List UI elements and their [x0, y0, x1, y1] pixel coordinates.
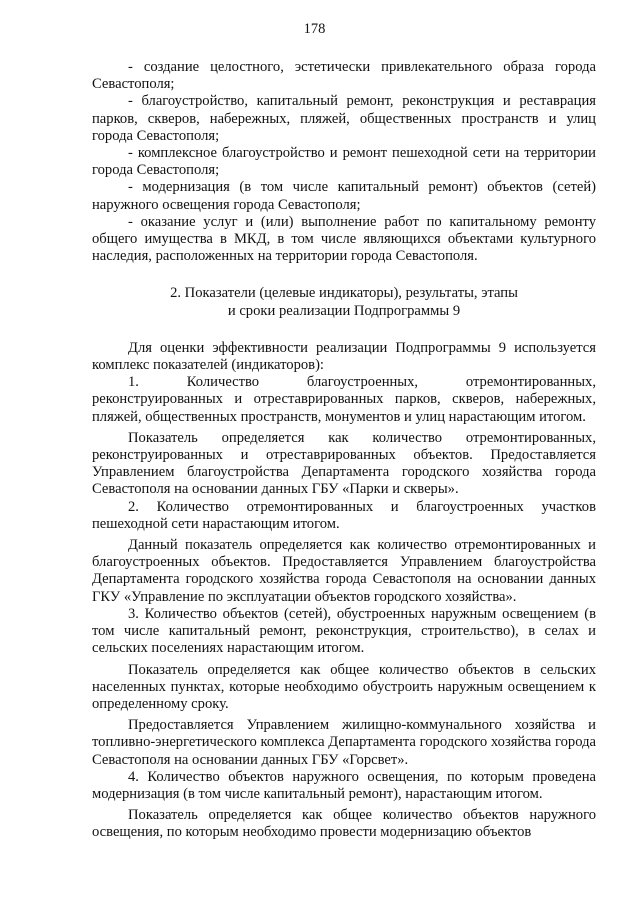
- paragraph: Данный показатель определяется как количество отремонтированных и благоустроенных объектов. Предоставляется Управлением благоустройства Департамента городского хозяйства города Севастополя на основании данных ГКУ «Управление по эксплуатации объектов городского хозяйства».: [92, 537, 596, 605]
- paragraph: Показатель определяется как общее количество объектов наружного освещения, по которым необходимо провести модернизацию объектов: [92, 807, 596, 841]
- paragraph: Предоставляется Управлением жилищно-коммунального хозяйства и топливно-энергетического комплекса Департамента городского хозяйства города Севастополя на основании данных ГБУ «Горсвет».: [92, 717, 596, 768]
- section-heading-line: и сроки реализации Подпрограммы 9: [227, 302, 461, 319]
- paragraph: Для оценки эффективности реализации Подпрограммы 9 используется комплекс показателей (индикаторов):: [92, 339, 596, 374]
- indicator-item: 1. Количество благоустроенных, отремонтированных, реконструированных и отреставрированных парков, скверов, набережных, пляжей, общественных пространств, монументов и улиц нарастающим итогом.: [92, 374, 596, 425]
- paragraph: Показатель определяется как общее количество объектов в сельских населенных пунктах, которые необходимо обустроить наружным освещением к определенному сроку.: [92, 661, 596, 712]
- bullet-item: - создание целостного, эстетически привлекательного образа города Севастополя;: [92, 59, 596, 93]
- section-heading-line: 2. Показатели (целевые индикаторы), результаты, этапы: [170, 285, 518, 302]
- page-number: 178: [303, 21, 326, 37]
- bullet-item: - благоустройство, капитальный ремонт, реконструкция и реставрация парков, скверов, набережных, пляжей, общественных пространств и улиц города Севастополя;: [92, 93, 596, 144]
- document-body: [92, 59, 596, 842]
- section-heading: [92, 285, 596, 319]
- bullet-item: - модернизация (в том числе капитальный ремонт) объектов (сетей) наружного освещения города Севастополя;: [92, 179, 596, 213]
- indicator-item: 3. Количество объектов (сетей), обустроенных наружным освещением (в том числе капитальный ремонт, реконструкция, строительство), в селах и сельских поселениях нарастающим итогом.: [92, 605, 596, 657]
- bullet-item: - оказание услуг и (или) выполнение работ по капитальному ремонту общего имущества в МКД, в том числе являющихся объектами культурного наследия, расположенных на территории города Севастополя.: [92, 213, 596, 265]
- indicator-item: 2. Количество отремонтированных и благоустроенных участков пешеходной сети нарастающим итогом.: [92, 498, 596, 532]
- bullet-item: - комплексное благоустройство и ремонт пешеходной сети на территории города Севастополя;: [92, 145, 596, 179]
- paragraph: Показатель определяется как количество отремонтированных, реконструированных и отреставрированных объектов. Предоставляется Управлением благоустройства Департамента городского хозяйства города Севастополя на основании данных ГБУ «Парки и скверы».: [92, 429, 596, 498]
- indicator-item: 4. Количество объектов наружного освещения, по которым проведена модернизация (в том числе капитальный ремонт), нарастающим итогом.: [92, 768, 596, 802]
